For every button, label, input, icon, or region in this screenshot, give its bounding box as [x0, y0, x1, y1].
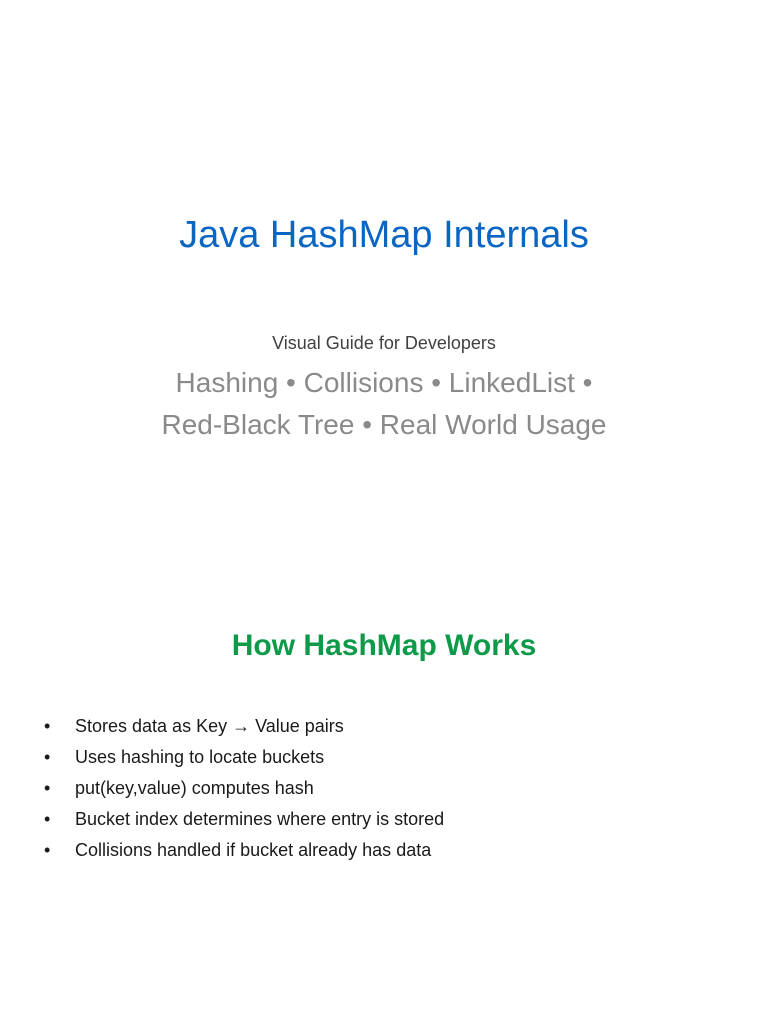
- list-item: [44, 714, 444, 745]
- topics-line-2: Red-Black Tree • Real World Usage: [161, 409, 607, 440]
- bullet-text: Stores data as Key → Value pairs: [75, 716, 344, 736]
- bullet-icon: •: [44, 716, 51, 736]
- list-item: [44, 776, 444, 807]
- list-item: [44, 838, 444, 869]
- subtitle: Visual Guide for Developers: [272, 333, 496, 353]
- bullet-text: Uses hashing to locate buckets: [75, 747, 325, 767]
- list-item: [44, 807, 444, 838]
- bullet-list: [44, 714, 444, 869]
- bullet-text: put(key,value) computes hash: [75, 778, 314, 798]
- list-item: [44, 745, 444, 776]
- page-title: Java HashMap Internals: [179, 214, 589, 256]
- bullet-text: Bucket index determines where entry is stored: [75, 809, 445, 829]
- bullet-icon: •: [44, 840, 51, 860]
- bullet-icon: •: [44, 747, 51, 767]
- bullet-icon: •: [44, 778, 51, 798]
- topics-line-1: Hashing • Collisions • LinkedList •: [175, 367, 593, 398]
- section-title: How HashMap Works: [231, 629, 537, 662]
- bullet-icon: •: [44, 809, 51, 829]
- bullet-text: Collisions handled if bucket already has data: [75, 840, 432, 860]
